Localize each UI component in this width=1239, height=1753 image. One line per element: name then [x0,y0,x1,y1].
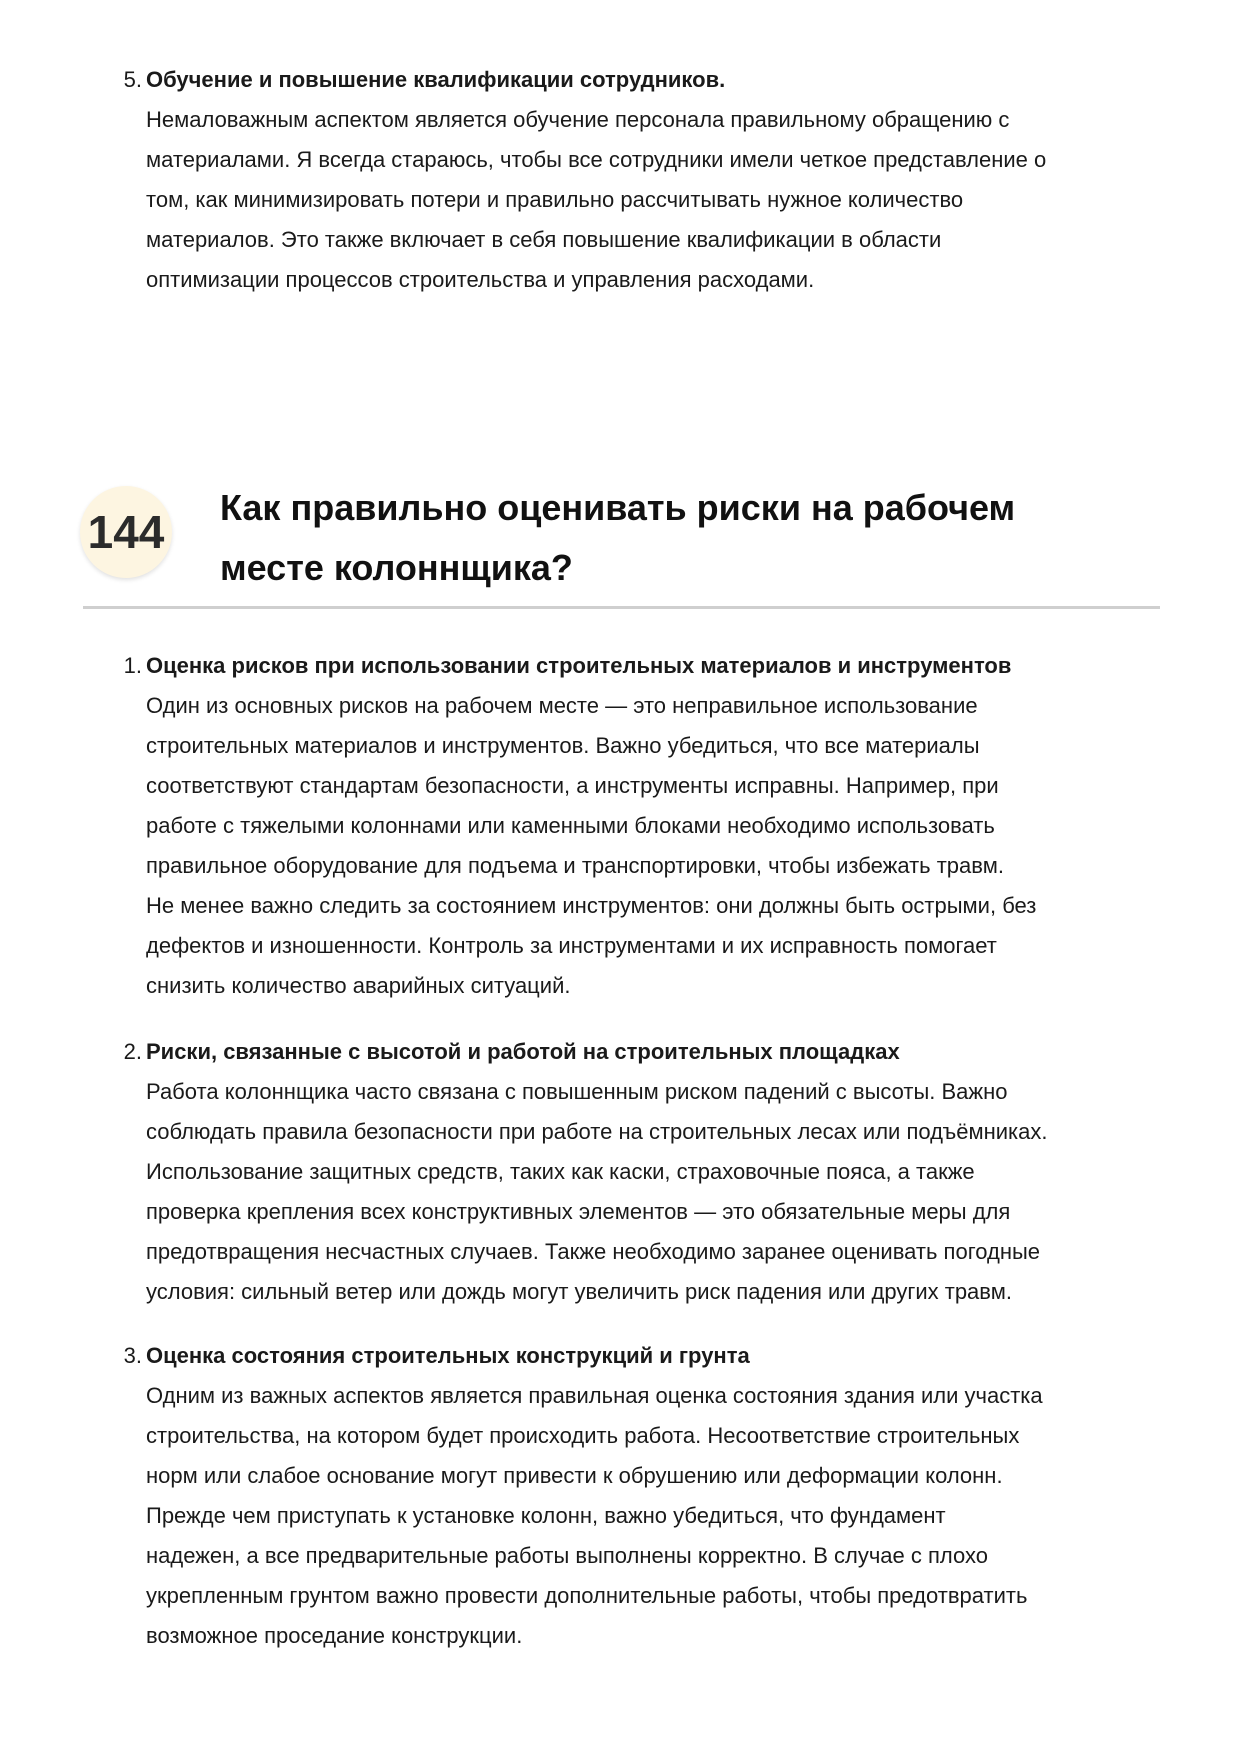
paragraph-line: соответствуют стандартам безопасности, а инструменты исправны. Например, при [146,773,999,798]
question-number-badge [80,486,172,578]
list-item-number: 1. [123,653,142,678]
paragraph-line: Прежде чем приступать к установке колонн, важно убедиться, что фундамент [146,1503,946,1528]
paragraph-line: работе с тяжелыми колоннами или каменными блоками необходимо использовать [146,813,995,838]
list-item-body [146,646,1168,1006]
paragraph-line: норм или слабое основание могут привести к обрушению или деформации колонн. [146,1463,1003,1488]
paragraph-line: надежен, а все предварительные работы выполнены корректно. В случае с плохо [146,1543,988,1568]
paragraph-line: условия: сильный ветер или дождь могут увеличить риск падения или других травм. [146,1279,1012,1304]
paragraph-line: Использование защитных средств, таких как каски, страховочные пояса, а также [146,1159,975,1184]
list-item-body [146,1336,1168,1656]
paragraph-line: дефектов и изношенности. Контроль за инструментами и их исправность помогает [146,933,997,958]
list-item-title: Оценка рисков при использовании строительных материалов и инструментов [146,653,1012,678]
list-item-body [146,1032,1168,1312]
paragraph-line: Одним из важных аспектов является правильная оценка состояния здания или участка [146,1383,1043,1408]
section-title-line: Как правильно оценивать риски на рабочем [220,487,1016,528]
paragraph-line: Один из основных рисков на рабочем месте — это неправильное использование [146,693,978,718]
paragraph-line: возможное проседание конструкции. [146,1623,523,1648]
list-item-title: Риски, связанные с высотой и работой на строительных площадках [146,1039,900,1064]
list-item-number: 2. [123,1039,142,1064]
question-number: 144 [87,506,165,558]
paragraph-line: том, как минимизировать потери и правильно рассчитывать нужное количество [146,187,964,212]
paragraph-line: предотвращения несчастных случаев. Также необходимо заранее оценивать погодные [146,1239,1041,1264]
paragraph-line: соблюдать правила безопасности при работе на строительных лесах или подъёмниках. [146,1119,1048,1144]
paragraph-line: оптимизации процессов строительства и управления расходами. [146,267,815,292]
paragraph-line: Не менее важно следить за состоянием инструментов: они должны быть острыми, без [146,893,1037,918]
list-item-body [146,60,1168,300]
paragraph-line: материалами. Я всегда стараюсь, чтобы все сотрудники имели четкое представление о [146,147,1047,172]
paragraph-line: материалов. Это также включает в себя повышение квалификации в области [146,227,942,252]
paragraph-line: строительных материалов и инструментов. Важно убедиться, что все материалы [146,733,980,758]
paragraph-line: строительства, на котором будет происходить работа. Несоответствие строительных [146,1423,1020,1448]
paragraph-line: проверка крепления всех конструктивных элементов — это обязательные меры для [146,1199,1011,1224]
paragraph-line: Работа колоннщика часто связана с повышенным риском падений с высоты. Важно [146,1079,1008,1104]
section-title [220,478,1160,598]
list-item-title: Оценка состояния строительных конструкций и грунта [146,1343,750,1368]
paragraph-line: снизить количество аварийных ситуаций. [146,973,571,998]
section-divider [83,606,1160,609]
paragraph-line: укрепленным грунтом важно провести дополнительные работы, чтобы предотвратить [146,1583,1028,1608]
list-item-title: Обучение и повышение квалификации сотрудников. [146,67,726,92]
section-title-line: месте колоннщика? [220,547,573,588]
list-item-number: 3. [123,1343,142,1368]
list-item-number: 5. [123,67,142,92]
section-header [80,478,1162,608]
paragraph-line: правильное оборудование для подъема и транспортировки, чтобы избежать травм. [146,853,1004,878]
paragraph-line: Немаловажным аспектом является обучение персонала правильному обращению с [146,107,1010,132]
